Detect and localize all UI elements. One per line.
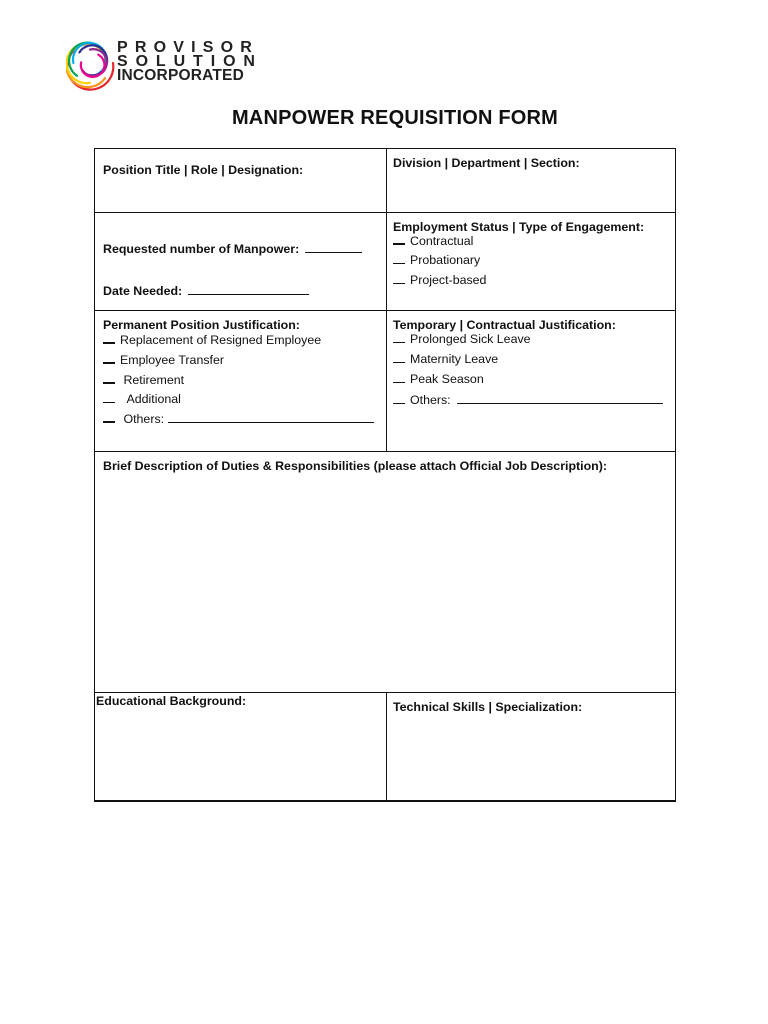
checkbox-blank[interactable] [393, 393, 405, 404]
company-logo [66, 36, 266, 92]
temporary-justification-label: Temporary | Contractual Justification: [393, 318, 616, 332]
checkbox-blank[interactable] [393, 332, 405, 343]
option-label: Probationary [410, 253, 481, 267]
checkbox-blank[interactable] [393, 233, 405, 245]
employment-status-label: Employment Status | Type of Engagement: [393, 220, 645, 234]
checkbox-blank[interactable] [103, 411, 115, 423]
option-maternity-leave[interactable] [393, 352, 498, 366]
option-contractual[interactable] [393, 233, 473, 248]
option-label: Contractual [410, 234, 474, 248]
option-label: Retirement [123, 373, 185, 387]
checkbox-blank[interactable] [393, 273, 405, 284]
checkbox-blank[interactable] [393, 352, 405, 363]
permanent-justification-label: Permanent Position Justification: [103, 318, 300, 332]
date-needed-blank[interactable] [188, 283, 309, 295]
others-permanent-blank[interactable] [168, 411, 374, 423]
others-temporary-blank[interactable] [457, 392, 663, 404]
option-others-permanent[interactable] [103, 411, 374, 426]
option-label: Project-based [410, 273, 487, 287]
option-label: Prolonged Sick Leave [410, 332, 531, 346]
requested-manpower-blank[interactable] [305, 241, 362, 253]
logo-line-solution: SOLUTION [117, 53, 263, 70]
option-others-temporary[interactable] [393, 392, 663, 407]
row-divider [95, 310, 675, 311]
duties-field[interactable]: Brief Description of Duties & Responsibilities (please attach Official Job Description): [103, 459, 607, 473]
logo-wordmark [117, 41, 263, 83]
logo-swirl-icon [66, 36, 116, 92]
option-label: Additional [126, 392, 181, 406]
row-divider [95, 692, 675, 693]
option-label: Maternity Leave [410, 352, 499, 366]
column-divider [386, 692, 387, 802]
checkbox-blank[interactable] [103, 332, 115, 344]
technical-skills-field[interactable]: Technical Skills | Specialization: [393, 700, 583, 714]
requested-manpower-label: Requested number of Manpower: [103, 242, 300, 256]
form-title: MANPOWER REQUISITION FORM [231, 107, 559, 129]
option-peak-season[interactable] [393, 372, 484, 386]
logo-line-incorporated: INCORPORATED [117, 67, 244, 84]
option-label: Others: [410, 393, 451, 407]
option-label: Employee Transfer [120, 353, 224, 367]
option-additional[interactable] [103, 392, 181, 406]
option-employee-transfer[interactable] [103, 352, 224, 367]
logo-swirl-stroke [81, 55, 105, 77]
division-field[interactable]: Division | Department | Section: [393, 156, 580, 170]
checkbox-blank[interactable] [393, 372, 405, 383]
checkbox-blank[interactable] [103, 372, 115, 384]
column-divider [386, 149, 387, 451]
option-prolonged-sick-leave[interactable] [393, 332, 531, 346]
logo-line-provisor: PROVISOR [117, 39, 260, 56]
position-title-field[interactable]: Position Title | Role | Designation: [103, 163, 304, 177]
requested-manpower-field[interactable] [103, 241, 362, 256]
checkbox-blank[interactable] [103, 392, 115, 403]
option-replacement[interactable] [103, 332, 321, 347]
option-label: Peak Season [410, 372, 484, 386]
option-label: Others: [123, 412, 165, 426]
educational-background-field[interactable]: Educational Background: [96, 694, 247, 708]
date-needed-field[interactable] [103, 283, 309, 298]
checkbox-blank[interactable] [103, 352, 115, 364]
option-project-based[interactable] [393, 273, 486, 287]
option-probationary[interactable] [393, 253, 480, 267]
row-divider [95, 212, 675, 213]
date-needed-label: Date Needed: [103, 284, 183, 298]
option-label: Replacement of Resigned Employee [120, 333, 322, 347]
checkbox-blank[interactable] [393, 253, 405, 264]
option-retirement[interactable] [103, 372, 184, 387]
requisition-form [94, 148, 676, 802]
row-divider [95, 451, 675, 452]
